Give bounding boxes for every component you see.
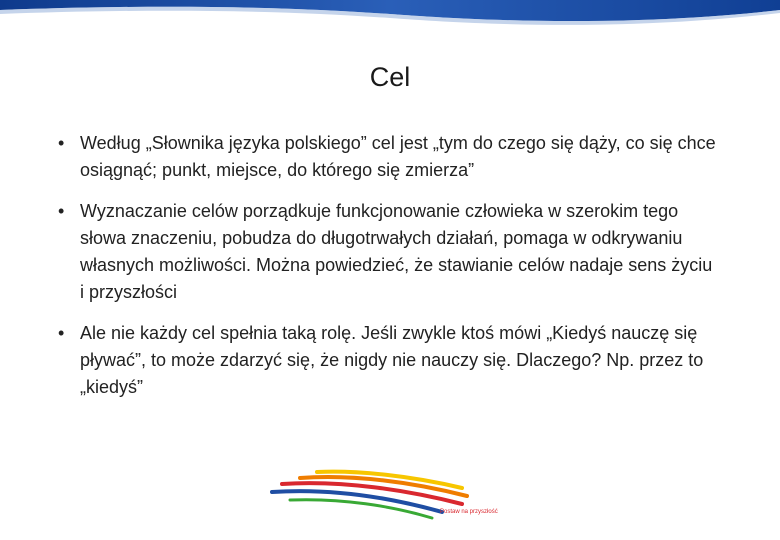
slide-title: Cel — [369, 62, 411, 92]
bullet-item — [56, 198, 716, 306]
footer-tagline: Postaw na przyszłość — [440, 509, 498, 515]
bullet-marker: • — [58, 323, 65, 343]
bullet-item — [56, 130, 716, 184]
bullet-list — [56, 130, 716, 415]
bullet-marker: • — [58, 133, 65, 153]
bullet-text: Według „Słownika języka polskiego” cel jest „tym do czego się dąży, co się chce osiągnąć; punkt, miejsce, do którego się zmierza” — [80, 133, 716, 180]
bullet-text: Wyznaczanie celów porządkuje funkcjonowanie człowieka w szerokim tego słowa znaczeniu, pobudza do długotrwałych działań, pomaga w odkrywaniu własnych możliwości. Można powiedzieć, że stawianie celów nadaje sens życiu i przyszłości — [80, 201, 713, 302]
bullet-marker: • — [58, 201, 65, 221]
bullet-item — [56, 320, 716, 401]
header-wave-band — [0, 0, 780, 40]
bullet-text: Ale nie każdy cel spełnia taką rolę. Jeśli zwykle ktoś mówi „Kiedyś nauczę się pływać”, to może zdarzyć się, że nigdy nie nauczy się. Dlaczego? Np. przez to „kiedyś” — [80, 323, 704, 397]
